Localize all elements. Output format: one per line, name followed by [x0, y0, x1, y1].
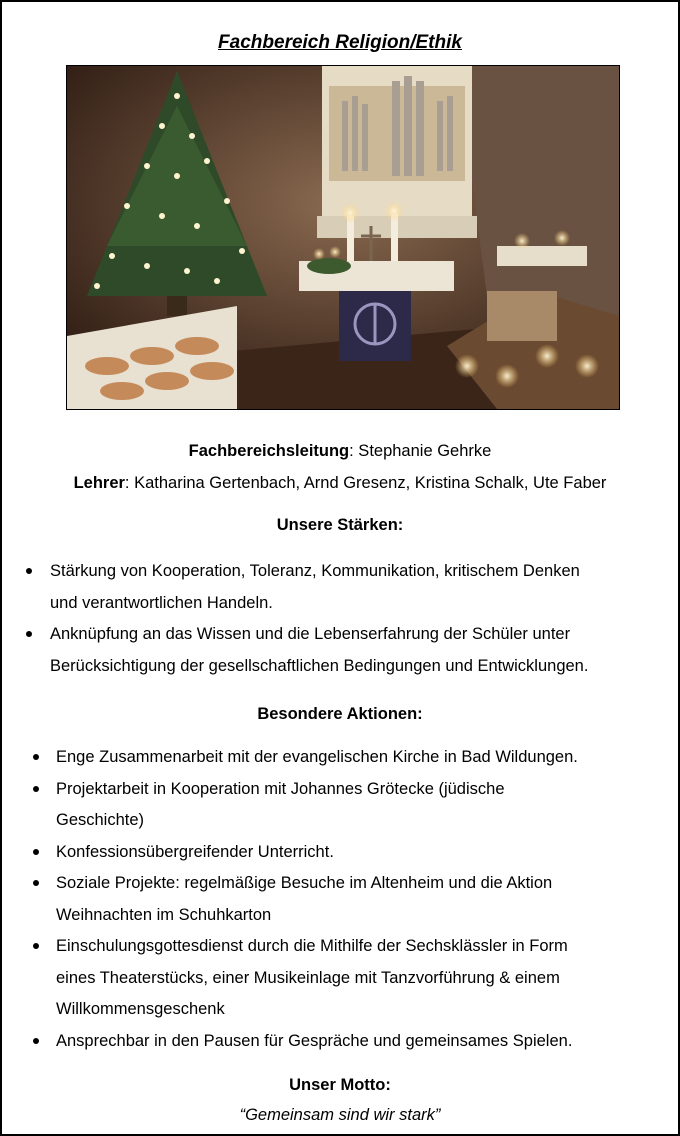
list-item [50, 619, 678, 651]
lehrer-label: Lehrer [73, 474, 125, 492]
motto-heading: Unser Motto: [289, 1076, 391, 1094]
aktionen-list [56, 742, 676, 1057]
list-item-text: Einschulungsgottesdienst durch die Mithilfe der Sechsklässler in Form [56, 937, 568, 955]
list-item [56, 837, 676, 869]
list-item-text: Ansprechbar in den Pausen für Gespräche und gemeinsames Spielen. [56, 1031, 573, 1050]
bullet-icon [33, 786, 39, 792]
list-item-text: Enge Zusammenarbeit mit der evangelischen Kirche in Bad Wildungen. [56, 748, 578, 766]
list-item-text: Weihnachten im Schuhkarton [56, 905, 272, 924]
list-item-text: Berücksichtigung der gesellschaftlichen Bedingungen und Entwicklungen. [50, 656, 589, 675]
aktionen-heading: Besondere Aktionen: [257, 705, 423, 723]
list-item [56, 931, 676, 963]
page-title: Fachbereich Religion/Ethik [218, 32, 462, 53]
list-item-text: Anknüpfung an das Wissen und die Lebenserfahrung der Schüler unter [50, 625, 571, 643]
list-item [56, 868, 676, 900]
staerken-list [50, 556, 678, 682]
bullet-icon [26, 568, 32, 574]
list-item-text: Projektarbeit in Kooperation mit Johannes Grötecke (jüdische [56, 779, 505, 798]
list-item-text: Stärkung von Kooperation, Toleranz, Kommunikation, kritischem Denken [50, 562, 580, 580]
list-item-text: Geschichte) [56, 811, 145, 829]
list-item-text: und verantwortlichen Handeln. [50, 593, 273, 612]
list-item-continuation [56, 900, 676, 932]
bullet-icon [33, 1038, 39, 1044]
list-item-text: Willkommensgeschenk [56, 1000, 225, 1018]
list-item-text: Konfessionsübergreifender Unterricht. [56, 842, 334, 861]
bullet-icon [26, 631, 32, 637]
staerken-heading: Unsere Stärken: [276, 516, 404, 534]
lehrer-line [2, 474, 678, 493]
list-item-continuation [50, 651, 678, 683]
list-item-continuation [56, 994, 676, 1026]
list-item-continuation [56, 805, 676, 837]
motto-text: “Gemeinsam sind wir stark” [239, 1106, 441, 1124]
leitung-label: Fachbereichsleitung [188, 442, 350, 460]
list-item [56, 774, 676, 806]
list-item [56, 742, 676, 774]
church-christmas-photo [66, 65, 620, 410]
leitung-value: : Stephanie Gehrke [349, 442, 492, 460]
list-item-continuation [56, 963, 676, 995]
list-item [56, 1026, 676, 1058]
list-item-continuation [50, 588, 678, 620]
lehrer-value: : Katharina Gertenbach, Arnd Gresenz, Kristina Schalk, Ute Faber [124, 474, 607, 492]
bullet-icon [33, 849, 39, 855]
leitung-line [2, 442, 678, 461]
list-item [50, 556, 678, 588]
bullet-icon [33, 880, 39, 886]
bullet-icon [33, 754, 39, 760]
list-item-text: Soziale Projekte: regelmäßige Besuche im Altenheim und die Aktion [56, 874, 553, 892]
bullet-icon [33, 943, 39, 949]
list-item-text: eines Theaterstücks, einer Musikeinlage mit Tanzvorführung & einem [56, 968, 560, 987]
